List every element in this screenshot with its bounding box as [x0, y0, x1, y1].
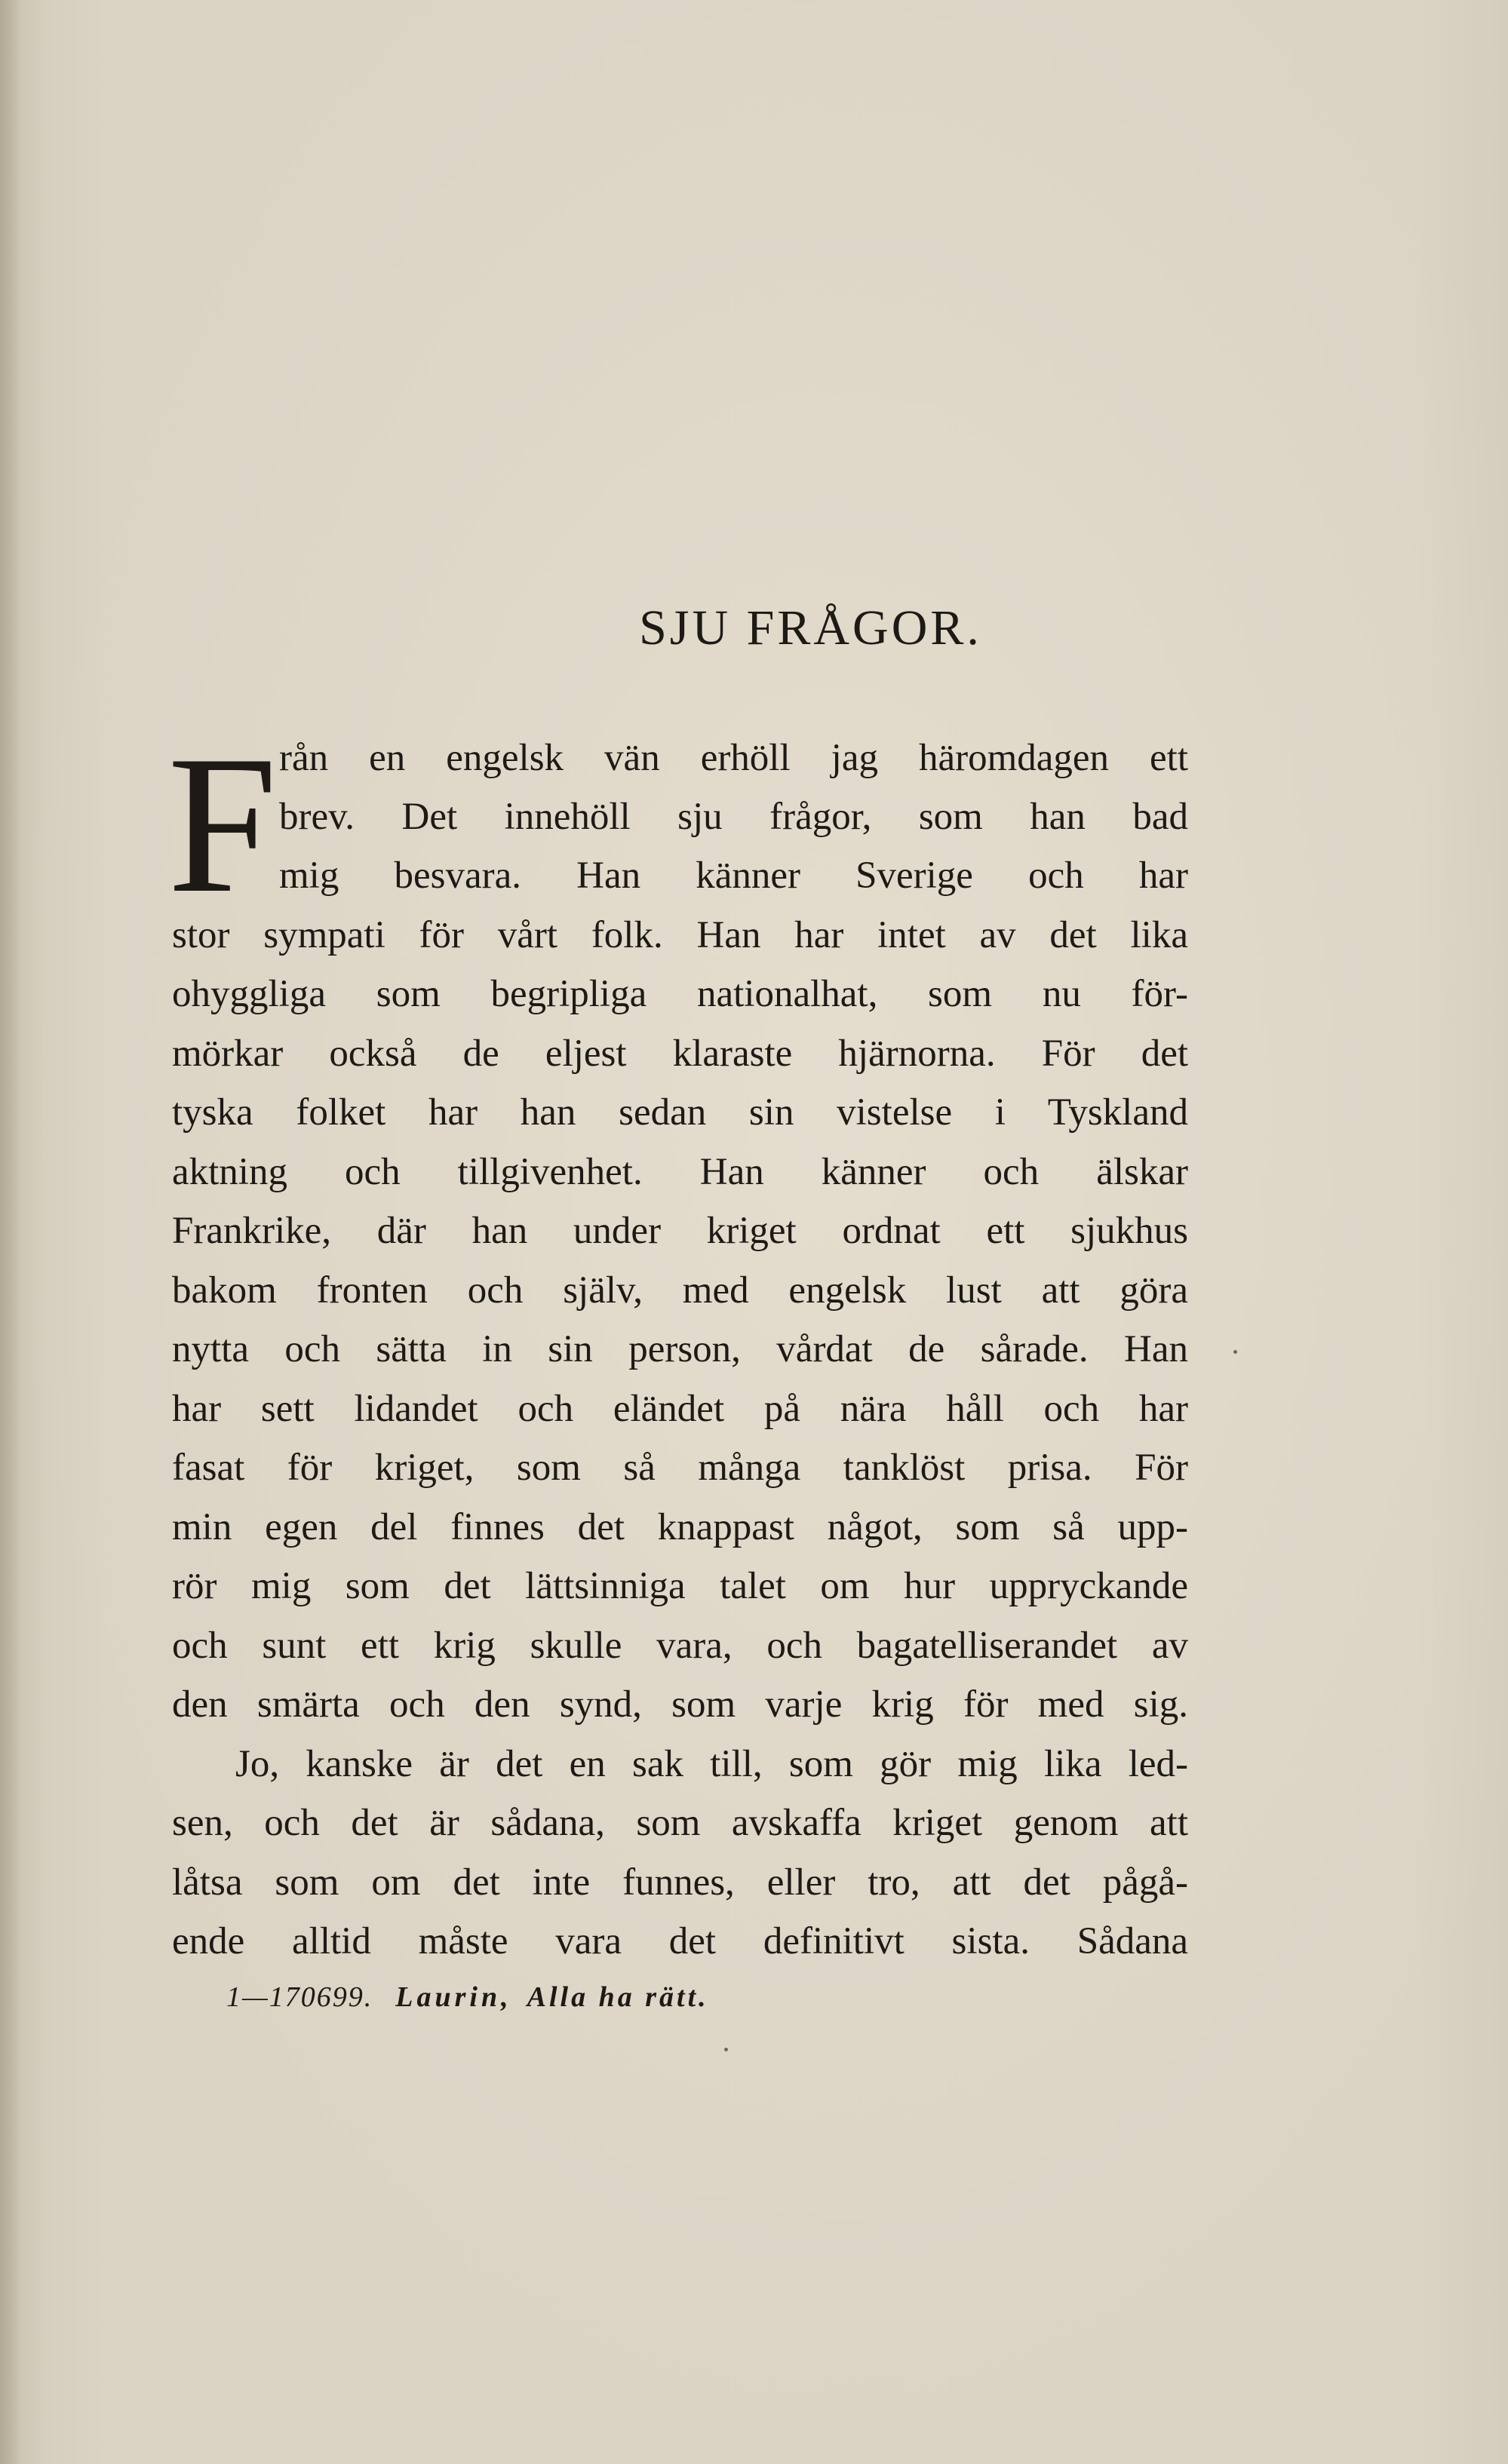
drop-cap: F [167, 715, 278, 934]
chapter-title: SJU FRÅGOR. [639, 600, 982, 655]
text-line: rör mig som det lättsinniga talet om hur uppryckande [172, 1565, 1188, 1607]
text-line: bakom fronten och själv, med engelsk lust att göra [172, 1269, 1188, 1312]
text-line: mörkar också de eljest klaraste hjärnorna. För det [172, 1033, 1188, 1075]
text-line: den smärta och den synd, som varje krig för med sig. [172, 1683, 1188, 1726]
text-line: ende alltid måste vara det definitivt sista. Sådana [172, 1920, 1188, 1962]
text-line: mig besvara. Han känner Sverige och har [279, 855, 1188, 897]
signature-mark: 1—170699. [226, 1981, 373, 2013]
text-line: brev. Det innehöll sju frågor, som han bad [279, 796, 1188, 838]
footer-author: Laurin, [395, 1981, 512, 2013]
spine-shadow [0, 0, 21, 2464]
paper-speck [1233, 1350, 1237, 1354]
printer-signature [226, 1981, 709, 2014]
text-line: fasat för kriget, som så många tanklöst prisa. För [172, 1447, 1188, 1489]
text-line: tyska folket har han sedan sin vistelse i Tyskland [172, 1091, 1188, 1134]
text-line: rån en engelsk vän erhöll jag häromdagen ett [279, 737, 1188, 779]
text-line: Frankrike, där han under kriget ordnat ett sjukhus [172, 1210, 1188, 1252]
text-line: nytta och sätta in sin person, vårdat de sårade. Han [172, 1328, 1188, 1370]
footer-book-title: Alla ha rätt. [527, 1981, 709, 2013]
paper-speck [724, 2048, 728, 2051]
text-line: min egen del finnes det knappast något, som så upp- [172, 1506, 1188, 1548]
text-line: och sunt ett krig skulle vara, och bagatelliserandet av [172, 1625, 1188, 1667]
text-line: ohyggliga som begripliga nationalhat, som nu för- [172, 973, 1188, 1015]
text-line: sen, och det är sådana, som avskaffa kriget genom att [172, 1802, 1188, 1844]
text-line: låtsa som om det inte funnes, eller tro, att det pågå- [172, 1861, 1188, 1904]
text-line: stor sympati för vårt folk. Han har intet av det lika [172, 914, 1188, 956]
text-line: aktning och tillgivenhet. Han känner och älskar [172, 1151, 1188, 1193]
text-line: har sett lidandet och eländet på nära håll och har [172, 1388, 1188, 1430]
text-line: Jo, kanske är det en sak till, som gör mig lika led- [235, 1743, 1188, 1785]
